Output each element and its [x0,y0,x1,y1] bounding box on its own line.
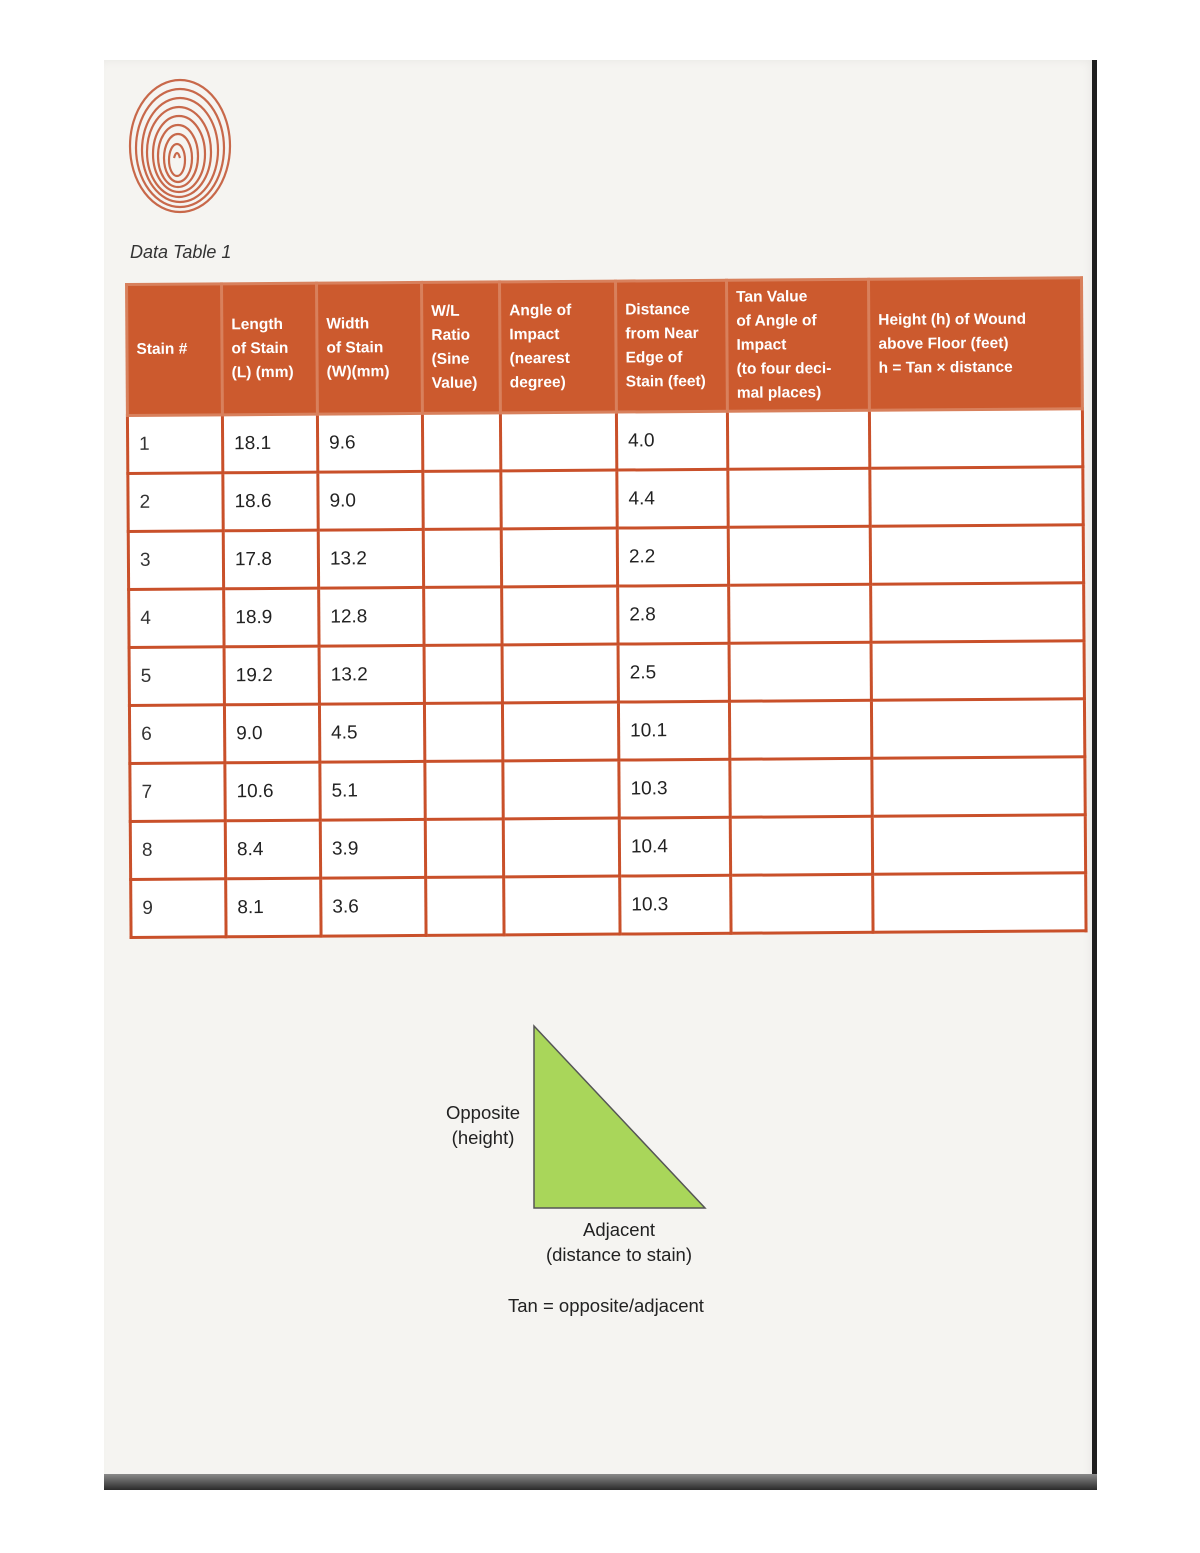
table-cell: 18.1 [222,414,317,473]
table-row [130,757,1085,822]
table-cell [731,874,873,933]
table-cell [423,529,501,588]
table-cell [727,410,869,469]
table-cell [869,409,1082,468]
table-row [129,583,1084,648]
adjacent-label-text: Adjacent [583,1219,655,1240]
table-cell: 2.5 [618,643,729,702]
table-cell: 19.2 [224,646,319,705]
table-cell [872,757,1085,816]
table-cell [425,819,503,878]
column-header-line: Edge of [625,349,683,367]
table-cell: 4.4 [617,469,728,528]
table-cell [871,699,1084,758]
stain-number-cell: 9 [131,879,226,938]
column-header-line: (W)(mm) [326,363,390,381]
table-row [129,641,1084,706]
table-row [131,873,1086,938]
table-cell [502,644,618,703]
table-cell: 13.2 [318,530,423,589]
column-header [422,282,501,414]
column-header-line: of Stain [231,339,289,358]
column-header-line: degree) [509,373,566,392]
table-cell: 13.2 [319,645,424,704]
table-cell [422,413,500,472]
column-header-line: of Stain [326,339,384,357]
table-cell: 2.8 [618,585,729,644]
column-header [317,282,423,414]
column-header [615,280,727,412]
table-cell: 10.3 [620,875,731,934]
table-cell [728,468,870,527]
opposite-label-text: Opposite [446,1102,521,1123]
column-header-line: (L) (mm) [231,363,294,382]
column-header [222,283,318,415]
table-cell: 9.6 [317,414,422,473]
table-cell [871,641,1084,700]
table-cell [873,873,1086,932]
column-header-line: Value) [431,374,478,392]
column-header-line: of Angle of [736,312,817,330]
right-triangle [534,1026,705,1208]
table-cell [504,876,620,935]
stain-number-cell: 2 [128,473,223,532]
column-header-line: Tan Value [736,288,808,306]
table-cell [502,586,618,645]
table-cell [729,584,871,643]
table-cell [729,700,871,759]
page-edge-bottom [104,1474,1097,1490]
column-header-line: h = Tan × distance [878,358,1013,377]
table-cell: 10.6 [225,762,320,821]
data-table [125,276,1088,939]
page-edge [1092,60,1097,1490]
column-header-line: Angle of [509,301,572,320]
opposite-label-subtext: (height) [451,1126,515,1148]
table-cell: 18.9 [224,588,319,647]
column-header-line: (Sine [431,350,470,368]
table-cell [870,525,1083,584]
column-header-line: Width [326,315,370,333]
stain-number-cell: 4 [129,589,224,648]
stain-number-cell: 8 [130,821,225,880]
table-row [128,525,1083,590]
stain-number-cell: 7 [130,763,225,822]
table-cell [501,470,617,529]
stain-number-cell: 1 [127,415,222,474]
column-header-line: Length [231,315,284,334]
stain-number-cell: 5 [129,647,224,706]
table-cell [500,412,616,471]
table-cell [872,815,1085,874]
table-cell [730,758,872,817]
table-cell [871,583,1084,642]
table-cell [728,526,870,585]
stain-number-cell: 3 [128,531,223,590]
column-header-line: Ratio [431,326,471,344]
table-cell [423,471,501,530]
table-cell: 18.6 [223,472,318,531]
column-header-line: Impact [736,336,787,354]
table-cell [424,587,502,646]
table-caption: Data Table 1 [130,242,232,262]
column-header-line: above Floor (feet) [878,334,1009,353]
table-cell: 9.0 [224,704,319,763]
column-header-line: Height (h) of Wound [878,310,1027,329]
table-cell [502,702,618,761]
opposite-label [446,1101,520,1151]
column-header-line: Stain (feet) [625,372,706,391]
column-header-line: (to four deci- [736,360,832,378]
column-header-line: from Near [625,325,699,343]
column-header-line: W/L [431,302,460,320]
table-cell [870,467,1083,526]
table-cell [426,877,504,936]
table-cell [503,760,619,819]
table-cell [425,761,503,820]
column-header [726,279,869,411]
table-cell: 10.1 [618,701,729,760]
column-header [868,278,1082,411]
column-header-line: Distance [625,301,690,319]
table-cell: 10.4 [619,817,730,876]
table-cell: 3.6 [321,877,426,936]
table-cell [424,703,502,762]
table-cell: 2.2 [617,527,728,586]
table-cell: 4.0 [616,411,727,470]
table-row [127,409,1082,474]
table-cell [503,818,619,877]
column-header-line: Stain # [136,340,188,358]
table-row [130,815,1085,880]
tan-formula: Tan = opposite/adjacent [508,1295,704,1316]
table-cell [729,642,871,701]
table-cell: 8.1 [226,878,321,937]
table-cell: 4.5 [319,703,424,762]
table-cell [501,528,617,587]
stain-number-cell: 6 [129,705,224,764]
table-cell [730,816,872,875]
adjacent-label-subtext: (distance to stain) [545,1243,692,1265]
right-triangle-diagram [440,1020,750,1320]
column-header-line: (nearest [509,349,570,368]
column-header [127,284,223,416]
column-header-line: Impact [509,325,560,344]
table-cell [424,645,502,704]
column-header [500,281,617,413]
table-row [128,467,1083,532]
table-cell: 10.3 [619,759,730,818]
table-cell: 3.9 [320,819,425,878]
table-cell: 8.4 [225,820,320,879]
adjacent-label [536,1218,702,1268]
table-row [129,699,1084,764]
table-header-row [127,278,1083,416]
table-cell: 5.1 [320,761,425,820]
table-cell: 9.0 [318,472,423,531]
table-cell: 17.8 [223,530,318,589]
fingerprint-icon [124,74,236,218]
column-header-line: mal places) [736,384,822,402]
table-cell: 12.8 [319,588,424,647]
